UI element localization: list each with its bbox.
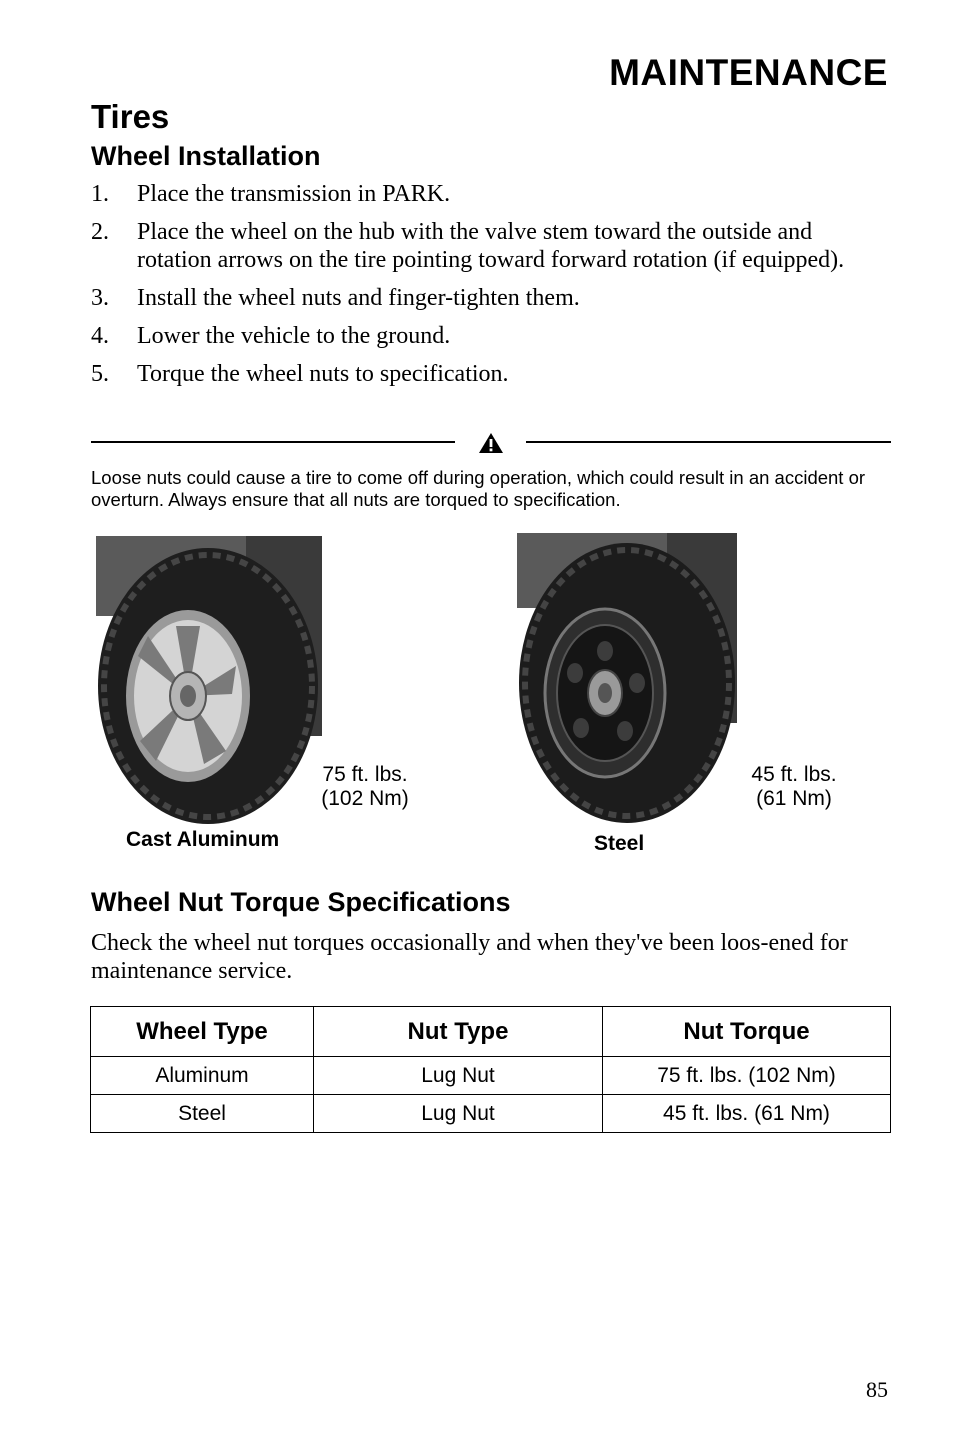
warning-triangle-icon [478, 432, 504, 454]
steel-label: Steel [594, 832, 645, 855]
step-item [91, 284, 891, 312]
steel-torque-imperial: 45 ft. lbs. [751, 763, 837, 786]
installation-steps [91, 180, 891, 398]
step-number: 4. [91, 323, 109, 349]
aluminum-torque-metric: (102 Nm) [321, 787, 409, 810]
step-number: 3. [91, 285, 109, 311]
aluminum-torque-imperial: 75 ft. lbs. [322, 763, 408, 786]
table-cell: Lug Nut [314, 1095, 603, 1133]
page-number: 85 [866, 1377, 888, 1402]
step-number: 2. [91, 219, 109, 245]
step-item [91, 218, 891, 274]
steel-wheel-image [517, 533, 737, 825]
step-text: Place the wheel on the hub with the valve stem toward the outside and rotation arrows on the tire pointing toward forward rotation (if equipped). [137, 219, 845, 273]
step-text: Torque the wheel nuts to specification. [137, 361, 509, 387]
step-number: 1. [91, 181, 109, 207]
warning-text: Loose nuts could cause a tire to come off during operation, which could result in an accident or overturn. Always ensure that all nuts are torqued to specification. [91, 467, 866, 510]
table-cell: Steel [91, 1095, 314, 1133]
table-header-row [91, 1007, 891, 1057]
column-header-wheel-type: Wheel Type [91, 1007, 314, 1057]
table-cell: Aluminum [91, 1057, 314, 1095]
step-item [91, 180, 891, 208]
torque-specs-heading: Wheel Nut Torque Specifications [91, 887, 511, 917]
step-text: Install the wheel nuts and finger-tighten them. [137, 285, 580, 311]
table-cell: Lug Nut [314, 1057, 603, 1095]
table-row [91, 1095, 891, 1133]
aluminum-torque-caption [306, 763, 424, 811]
step-item [91, 322, 891, 350]
steel-torque-metric: (61 Nm) [756, 787, 832, 810]
table-cell: 45 ft. lbs. (61 Nm) [603, 1095, 891, 1133]
wheel-installation-heading: Wheel Installation [91, 141, 321, 171]
table-cell: 75 ft. lbs. (102 Nm) [603, 1057, 891, 1095]
warning-rule-right [526, 441, 891, 443]
torque-spec-table [90, 1006, 891, 1133]
warning-rule-left [91, 441, 455, 443]
step-number: 5. [91, 361, 109, 387]
column-header-nut-type: Nut Type [314, 1007, 603, 1057]
section-title: MAINTENANCE [609, 52, 888, 93]
torque-specs-description: Check the wheel nut torques occasionally and when they've been loos-ened for maintenance service. [91, 930, 848, 984]
column-header-nut-torque: Nut Torque [603, 1007, 891, 1057]
steel-torque-caption [735, 763, 853, 811]
table-row [91, 1057, 891, 1095]
cast-aluminum-wheel-image [96, 536, 322, 824]
page-title: Tires [91, 98, 170, 135]
step-item [91, 360, 891, 388]
step-text: Lower the vehicle to the ground. [137, 323, 451, 349]
cast-aluminum-label: Cast Aluminum [126, 828, 280, 851]
step-text: Place the transmission in PARK. [137, 181, 451, 207]
